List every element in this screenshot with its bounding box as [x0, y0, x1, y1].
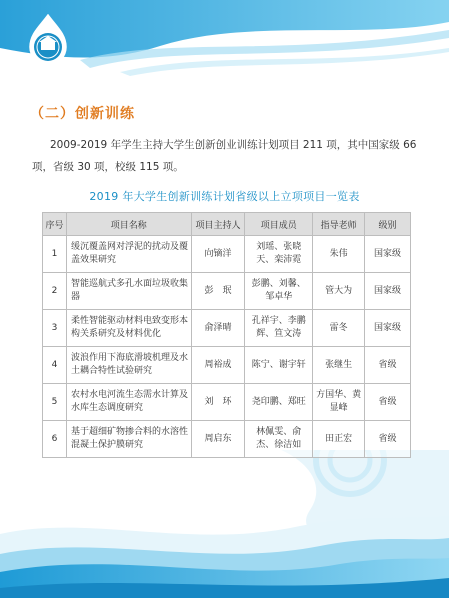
header-project-name: 项目名称	[66, 213, 191, 236]
cell-project-name: 智能巡航式多孔水面垃圾收集器	[66, 273, 191, 310]
cell-advisor: 田正宏	[313, 421, 365, 458]
cell-advisor: 方国华、黄显峰	[313, 384, 365, 421]
table-row	[43, 273, 411, 310]
cell-leader: 刘 环	[191, 384, 245, 421]
cell-advisor: 张继生	[313, 347, 365, 384]
cell-members: 尧印鹏、郑旺	[245, 384, 313, 421]
cell-project-name: 柔性智能驱动材料电致变形本构关系研究及材料优化	[66, 310, 191, 347]
cell-no: 6	[43, 421, 67, 458]
project-table	[42, 212, 411, 458]
cell-advisor: 雷冬	[313, 310, 365, 347]
cell-leader: 向镝洋	[191, 236, 245, 273]
cell-project-name: 缓沉覆盖网对浮泥的扰动及覆盖效果研究	[66, 236, 191, 273]
cell-advisor: 管大为	[313, 273, 365, 310]
cell-advisor: 朱伟	[313, 236, 365, 273]
cell-no: 2	[43, 273, 67, 310]
cell-members: 刘瑶、张晓天、栾沛霓	[245, 236, 313, 273]
cell-level: 国家级	[365, 236, 411, 273]
table-title: 2019 年大学生创新训练计划省级以上立项项目一览表	[89, 190, 360, 203]
cell-leader: 周启东	[191, 421, 245, 458]
cell-level: 省级	[365, 347, 411, 384]
cell-leader: 周裕成	[191, 347, 245, 384]
cell-leader: 彭 珉	[191, 273, 245, 310]
cell-no: 3	[43, 310, 67, 347]
section-title: （二）创新训练	[30, 106, 135, 122]
cell-members: 彭鹏、刘馨、邹卓华	[245, 273, 313, 310]
cell-members: 孔祥宇、李鹏辉、笪文涛	[245, 310, 313, 347]
cell-members: 林佩雯、俞杰、徐洁如	[245, 421, 313, 458]
cell-leader: 俞泽晴	[191, 310, 245, 347]
cell-no: 5	[43, 384, 67, 421]
cell-level: 国家级	[365, 273, 411, 310]
cell-project-name: 波浪作用下海底滑坡机理及水土耦合特性试验研究	[66, 347, 191, 384]
intro-paragraph: 2009-2019 年学生主持大学生创新创业训练计划项目 211 项，其中国家级 66 项，省级 30 项，校级 115 项。	[32, 139, 417, 173]
university-emblem-icon	[26, 14, 70, 66]
cell-no: 1	[43, 236, 67, 273]
cell-no: 4	[43, 347, 67, 384]
header-no: 序号	[43, 213, 67, 236]
footer-wave-decoration	[0, 450, 449, 598]
table-row	[43, 384, 411, 421]
header-level: 级别	[365, 213, 411, 236]
table-row	[43, 236, 411, 273]
cell-level: 国家级	[365, 310, 411, 347]
cell-members: 陈宁、谢宇轩	[245, 347, 313, 384]
cell-level: 省级	[365, 421, 411, 458]
cell-level: 省级	[365, 384, 411, 421]
header-leader: 项目主持人	[191, 213, 245, 236]
cell-project-name: 基于超细矿物掺合料的水溶性混凝土保护膜研究	[66, 421, 191, 458]
table-row	[43, 347, 411, 384]
table-row	[43, 421, 411, 458]
table-row	[43, 310, 411, 347]
cell-project-name: 农村水电河流生态需水计算及水库生态调度研究	[66, 384, 191, 421]
header-members: 项目成员	[245, 213, 313, 236]
header-advisor: 指导老师	[313, 213, 365, 236]
table-header-row	[43, 213, 411, 236]
